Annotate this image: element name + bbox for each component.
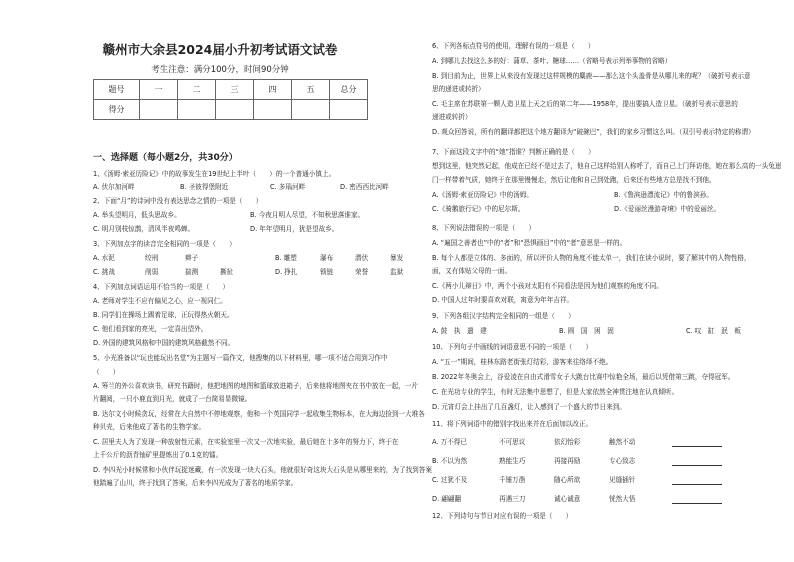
exam-notice: 考生注意：满分100分，时间90分钟 (151, 65, 289, 75)
option-word: A. 万不得已 (432, 438, 467, 446)
option-item: C. 毛主席在苏联第一颗人造卫星上天之后的第二年——1958年，提出要搞人造卫星。（破折号表示意思的 (432, 100, 738, 108)
question-line: 5、小光准备以“玩也能玩出名堂”为主题写一篇作文，他搜集的以下材料里，哪一项不适合用到习作中 (93, 354, 388, 362)
option-word: 再遇三刀 (499, 495, 526, 503)
option-item: 他踏遍了山川，终于找到了答案，后来李四光成为了著名的地质学家。 (93, 479, 298, 487)
question-line: 10、下列句子中画线的词语意思不同的一项是（ ） (432, 343, 593, 351)
option-item: D. 李四光小时候常和小伙伴玩捉迷藏，有一次发现一块大石头，他就很好奇这块大石头是从哪里来的，为了找到答案 (93, 466, 432, 474)
score-header-cell: 总分 (330, 80, 368, 100)
option-word: D. 挣扎 (275, 268, 298, 276)
score-header-row (94, 80, 368, 100)
option-word: 撕扯 (220, 268, 234, 276)
score-header-cell: 一 (140, 80, 178, 100)
option-word: B. 雕塑 (275, 254, 297, 262)
option-word: 见缝插针 (609, 476, 636, 484)
score-table (93, 79, 368, 120)
option-item: B. 圆 国 困 固 (559, 327, 614, 335)
score-input-cell[interactable] (254, 100, 292, 120)
option-item: D. 密西西比河畔 (340, 183, 389, 191)
option-word: 潜伏 (355, 254, 369, 262)
option-word: 诚心诚意 (554, 495, 581, 503)
option-word: 监狱 (390, 268, 404, 276)
option-item: D.《爱丽丝漫游奇境》中的爱丽丝。 (614, 205, 721, 213)
option-item: C. 多瑙河畔 (270, 183, 306, 191)
option-item: C. 他们看到家的亮光，一定喜出望外。 (93, 325, 208, 333)
option-item: B. 圣彼得堡附近 (180, 183, 229, 191)
score-header-cell: 四 (254, 80, 292, 100)
option-word: 揣测 (185, 268, 199, 276)
option-item: B. 今夜月明人尽望，不知秋思落谁家。 (250, 211, 365, 219)
option-item: C. 明月别枝惊鹊，清风半夜鸣蝉。 (93, 225, 195, 233)
option-item: C. 在光功专业的学生，有时无法集中思想了，但是大家依然全神贯注地在认真倾听。 (432, 388, 679, 396)
question-line: 3、下列加点字的读音完全相同的一项是（ ） (93, 240, 236, 248)
option-word: 锁链 (320, 268, 334, 276)
option-item: 种贝壳，后来他成了著名的生物学家。 (93, 423, 206, 431)
option-item: 递进或转折） (432, 113, 472, 121)
option-word: 绞刑 (145, 254, 159, 262)
page-title: 赣州市大余县2024届小升初考试语文试卷 (102, 42, 338, 57)
option-item: D. 外国的建筑风格和中国的建筑风格截然不同。 (93, 339, 235, 347)
score-header-cell: 题号 (94, 80, 140, 100)
option-item: B.《鲁滨逊漂流记》中的鲁滨孙。 (614, 191, 713, 199)
option-word: D. 翩翩翻 (432, 495, 462, 503)
option-word: 瀑布 (320, 254, 334, 262)
score-header-cell: 三 (216, 80, 254, 100)
option-word: 不可思议 (499, 438, 526, 446)
option-item: 面，又有体贴父母的一面。 (432, 267, 512, 275)
option-item: 思的递进或转折） (432, 85, 485, 93)
option-item: C.《两小儿辩日》中，两个小孩对太阳有不同看法是因为他们观察的角度不同。 (432, 282, 663, 290)
answer-blank[interactable] (672, 476, 722, 485)
option-word: 熟能生巧 (499, 457, 526, 465)
option-item: A.《汤姆·索亚历险记》中的汤姆。 (432, 191, 533, 199)
score-input-cell[interactable] (292, 100, 330, 120)
option-item: A. “五一”期间，桂林东路老街张灯结彩，游客来往络绎不绝。 (432, 358, 613, 366)
option-word: A. 水泥 (93, 254, 115, 262)
score-value-row (94, 100, 368, 120)
option-word: B. 不以为然 (432, 457, 468, 465)
option-item: A. 老师对学生不应有偏见之心，应一视同仁。 (93, 297, 227, 305)
option-item: D. 元宵灯会上挂出了几百盏灯，让人感到了一个盛大的节日来到。 (432, 403, 626, 411)
question-line: 7、下面这段文字中的“她”指谁？判断正确的是（ ） (432, 148, 595, 156)
option-word: 触然不动 (609, 438, 636, 446)
option-item: D. 观众回答说，所有的翻译都把这个地方翻译为“破碗巴”，我们的家乡习惯这么叫。（双引号表示特定的称谓） (432, 128, 755, 136)
answer-blank[interactable] (672, 495, 722, 504)
option-word: 恍然大悟 (609, 495, 636, 503)
question-line: 2、下面“月”的诗词中没有表达思念之情的一项是（ ） (93, 197, 263, 205)
option-item: D. 中国人过年时要喜欢对联，寓意为年年吉祥。 (432, 296, 574, 304)
question-line: 6、下列各标点符号的使用，理解有误的一项是（ ） (432, 42, 595, 50)
option-word: 暴发 (390, 254, 404, 262)
question-line: 4、下列加点词语运用不恰当的一项是（ ） (93, 283, 230, 291)
score-input-cell[interactable] (178, 100, 216, 120)
option-item: A. 筹兰的外公喜欢读书，研究书籍时，他把地图的地图和篮球放进箱子，后来他将地图夹在书中放在一起，一片 (93, 382, 419, 390)
option-item: C. 叹 缸 泯 贩 (686, 327, 741, 335)
score-header-cell: 五 (292, 80, 330, 100)
option-item: A. 鼓 执 遣 建 (432, 327, 487, 335)
option-word: 专心致志 (609, 457, 636, 465)
question-line: （ ） (93, 368, 120, 376)
option-item: B. 2022年冬奥会上，谷爱凌在自由式滑雪女子大跳台比赛中惊艳全场，最后以凭借第三跳，夺得冠军。 (432, 373, 735, 381)
option-item: C.《骑鹅旅行记》中的尼尔斯。 (432, 205, 525, 213)
option-item: B. 每个人都是立体的、多面的，所以评价人物的角度不能太单一，我们在读小说时，要了解其中的人物性格， (432, 254, 751, 262)
option-item: B. 达尔文小时候贪玩，经常在大自然中不停地观察，他和一个英国同学一起收集生物标本，在大海边捡到一大堆各 (93, 410, 425, 418)
option-item: C. 居里夫人为了发现一种放射性元素，在实验室里一次又一次地实验，最后她在十多年的努力下，终于在 (93, 438, 399, 446)
score-row-label: 得分 (94, 100, 140, 120)
passage-line: 想到这里，他突然记起，他成在已经不是过去了，他自己这样给别人称呼了，而自己上门拜访他，她在那么高的一头兔崽 (432, 162, 782, 170)
option-item: A. 到哪儿去找这么多的好：蒲草、茶叶、糖球……（省略号表示列举事物的省略） (432, 57, 672, 65)
score-input-cell[interactable] (216, 100, 254, 120)
question-line: 11、将下列词语中的错别字找出来并在后面加以改正。 (432, 420, 593, 428)
answer-blank[interactable] (672, 438, 722, 447)
option-word: 荣誉 (355, 268, 369, 276)
question-line: 1、《汤姆·索亚历险记》中的故事发生在19世纪上半叶（ ）的一个普通小镇上。 (93, 170, 336, 178)
passage-line: 门一样带着气质，她终于在那里慢慢走，然后让他和自己到处跑，后来还有些地方总是找不到他。 (432, 176, 716, 184)
option-word: 千锤万凿 (499, 476, 526, 484)
option-word: 再接再励 (554, 457, 581, 465)
question-line: 9、下列各组汉字结构完全相同的一组是（ ） (432, 312, 575, 320)
score-input-cell[interactable] (140, 100, 178, 120)
option-item: B. 同学们在操场上踢着足球，正玩得热火朝天。 (93, 311, 234, 319)
answer-blank[interactable] (672, 457, 722, 466)
score-input-cell[interactable] (330, 100, 368, 120)
option-word: C. 挑战 (93, 268, 115, 276)
question-line: 12、下列诗句与节日对应有误的一项是（ ） (432, 512, 573, 520)
option-word: 随心所欲 (554, 476, 581, 484)
option-item: A. 伏尔加河畔 (93, 183, 135, 191)
option-item: A. “遍国之善者也”中的“者”和“恐惧画目”中的“者”意思是一样的。 (432, 239, 627, 247)
score-header-cell: 二 (178, 80, 216, 100)
option-item: 上千公斤的沥青铀矿里提炼出了0.1克的镭。 (93, 451, 223, 459)
option-item: B. 到目前为止，世界上从来没有发现过这样规模的麋鹿——那么这个头盖骨是从哪儿来的呢？（破折号表示意 (432, 72, 751, 80)
option-word: 依幻怡彩 (554, 438, 581, 446)
option-item: A. 举头望明月，低头思故乡。 (93, 211, 181, 219)
option-item: D. 年年望明月，犹是望故乡。 (250, 225, 339, 233)
option-item: 片翻阅，一只小鹿直到月光，就成了一台简易显微镜。 (93, 395, 252, 403)
question-line: 8、下列说法错误的一项是（ ） (432, 224, 536, 232)
option-word: 削弱 (145, 268, 159, 276)
option-word: C. 过犹不及 (432, 476, 468, 484)
section-heading: 一、选择题（每小题2分，共30分） (93, 153, 238, 163)
option-word: 辫子 (185, 254, 199, 262)
